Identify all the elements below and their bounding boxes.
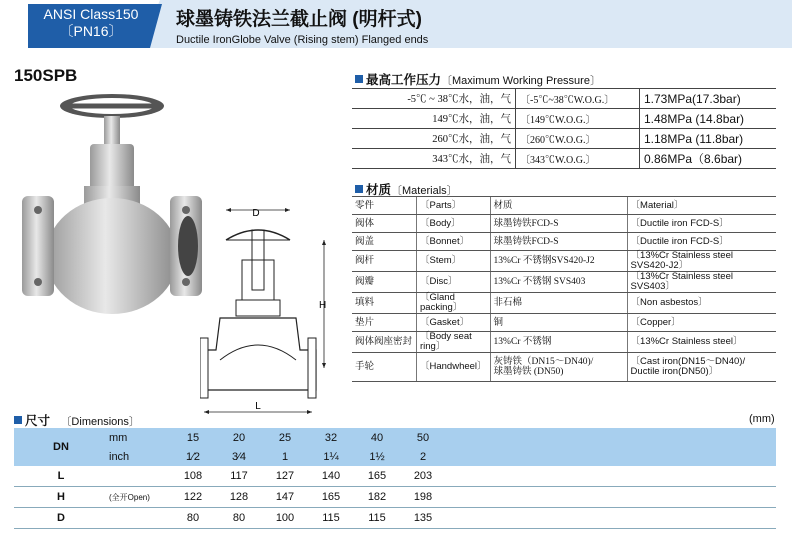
badge-pn: 〔PN16〕 <box>59 23 123 39</box>
table-row: 阀盖 〔Bonnet〕 球墨铸铁FCD-S 〔Ductile iron FCD-S〕 <box>352 233 776 251</box>
square-bullet-icon <box>355 75 363 83</box>
dn-label: DN <box>14 428 108 466</box>
pressure-heading: 最高工作压力〔Maximum Working Pressure〕 <box>355 70 601 88</box>
table-row: 阀体阀座密封 〔Body seat ring〕 13%Cr 不锈钢 〔13%Cr Stainless steel〕 <box>352 332 776 353</box>
page-subtitle: Ductile IronGlobe Valve (Rising stem) Flanged ends <box>176 34 429 46</box>
table-row: 填料 〔Gland packing〕 非石棉 〔Non asbestos〕 <box>352 293 776 314</box>
table-row: -5℃ ~ 38℃水，油，气 〔-5℃~38℃W.O.G.〕 1.73MPa(17.3bar) <box>352 89 776 109</box>
table-header-row: inch 1⁄2 3⁄4 1 1¼ 1½ 2 <box>14 447 776 466</box>
table-row: L 108 117 127 140 165 203 <box>14 466 776 487</box>
table-row: 阀体 〔Body〕 球墨铸铁FCD-S 〔Ductile iron FCD-S〕 <box>352 215 776 233</box>
dim-d-label: D <box>252 208 260 219</box>
valve-photo <box>14 86 208 334</box>
pressure-table <box>352 88 776 169</box>
table-row: 阀杆 〔Stem〕 13%Cr 不锈钢SVS420-J2 〔13%Cr Stainless steel SVS420-J2〕 <box>352 251 776 272</box>
dim-h-label: H <box>319 300 327 311</box>
materials-heading: 材质〔Materials〕 <box>355 180 458 198</box>
table-row: 零件 〔Parts〕 材质 〔Material〕 <box>352 197 776 215</box>
table-row: H (全开Open) 122 128 147 165 182 198 <box>14 487 776 508</box>
table-row: 260℃水，油，气 〔260℃W.O.G.〕 1.18MPa (11.8bar) <box>352 129 776 149</box>
page-title: 球墨铸铁法兰截止阀 (明杆式) <box>176 9 422 30</box>
standard-badge <box>30 6 152 50</box>
table-row: 垫片 〔Gasket〕 铜 〔Copper〕 <box>352 314 776 332</box>
table-row: 343℃水，油，气 〔343℃W.O.G.〕 0.86MPa（8.6bar) <box>352 149 776 169</box>
table-row: 149℃水，油，气 〔149℃W.O.G.〕 1.48MPa (14.8bar) <box>352 109 776 129</box>
square-bullet-icon <box>355 185 363 193</box>
dim-l-label: L <box>255 401 261 412</box>
dimensions-heading: 尺寸 〔Dimensions〕 <box>14 411 140 429</box>
model-number: 150SPB <box>14 66 78 85</box>
table-row: 手轮 〔Handwheel〕 灰铸铁（DN15～DN40)/ 球墨铸铁 (DN50) 〔Cast iron(DN15～DN40)/ Ductile iron(DN50)〕 <box>352 353 776 382</box>
dimensions-table <box>14 428 776 529</box>
table-row: D 80 80 100 115 115 135 <box>14 508 776 529</box>
table-row: 阀瓣 〔Disc〕 13%Cr 不锈钢 SVS403 〔13%Cr Stainless steel SVS403〕 <box>352 272 776 293</box>
materials-table <box>352 196 776 382</box>
square-bullet-icon <box>14 416 22 424</box>
valve-section-drawing <box>200 200 330 420</box>
badge-class: ANSI Class150 <box>43 6 139 22</box>
unit-label: (mm) <box>749 413 775 425</box>
table-header-row: DN mm 15 20 25 32 40 50 <box>14 428 776 447</box>
